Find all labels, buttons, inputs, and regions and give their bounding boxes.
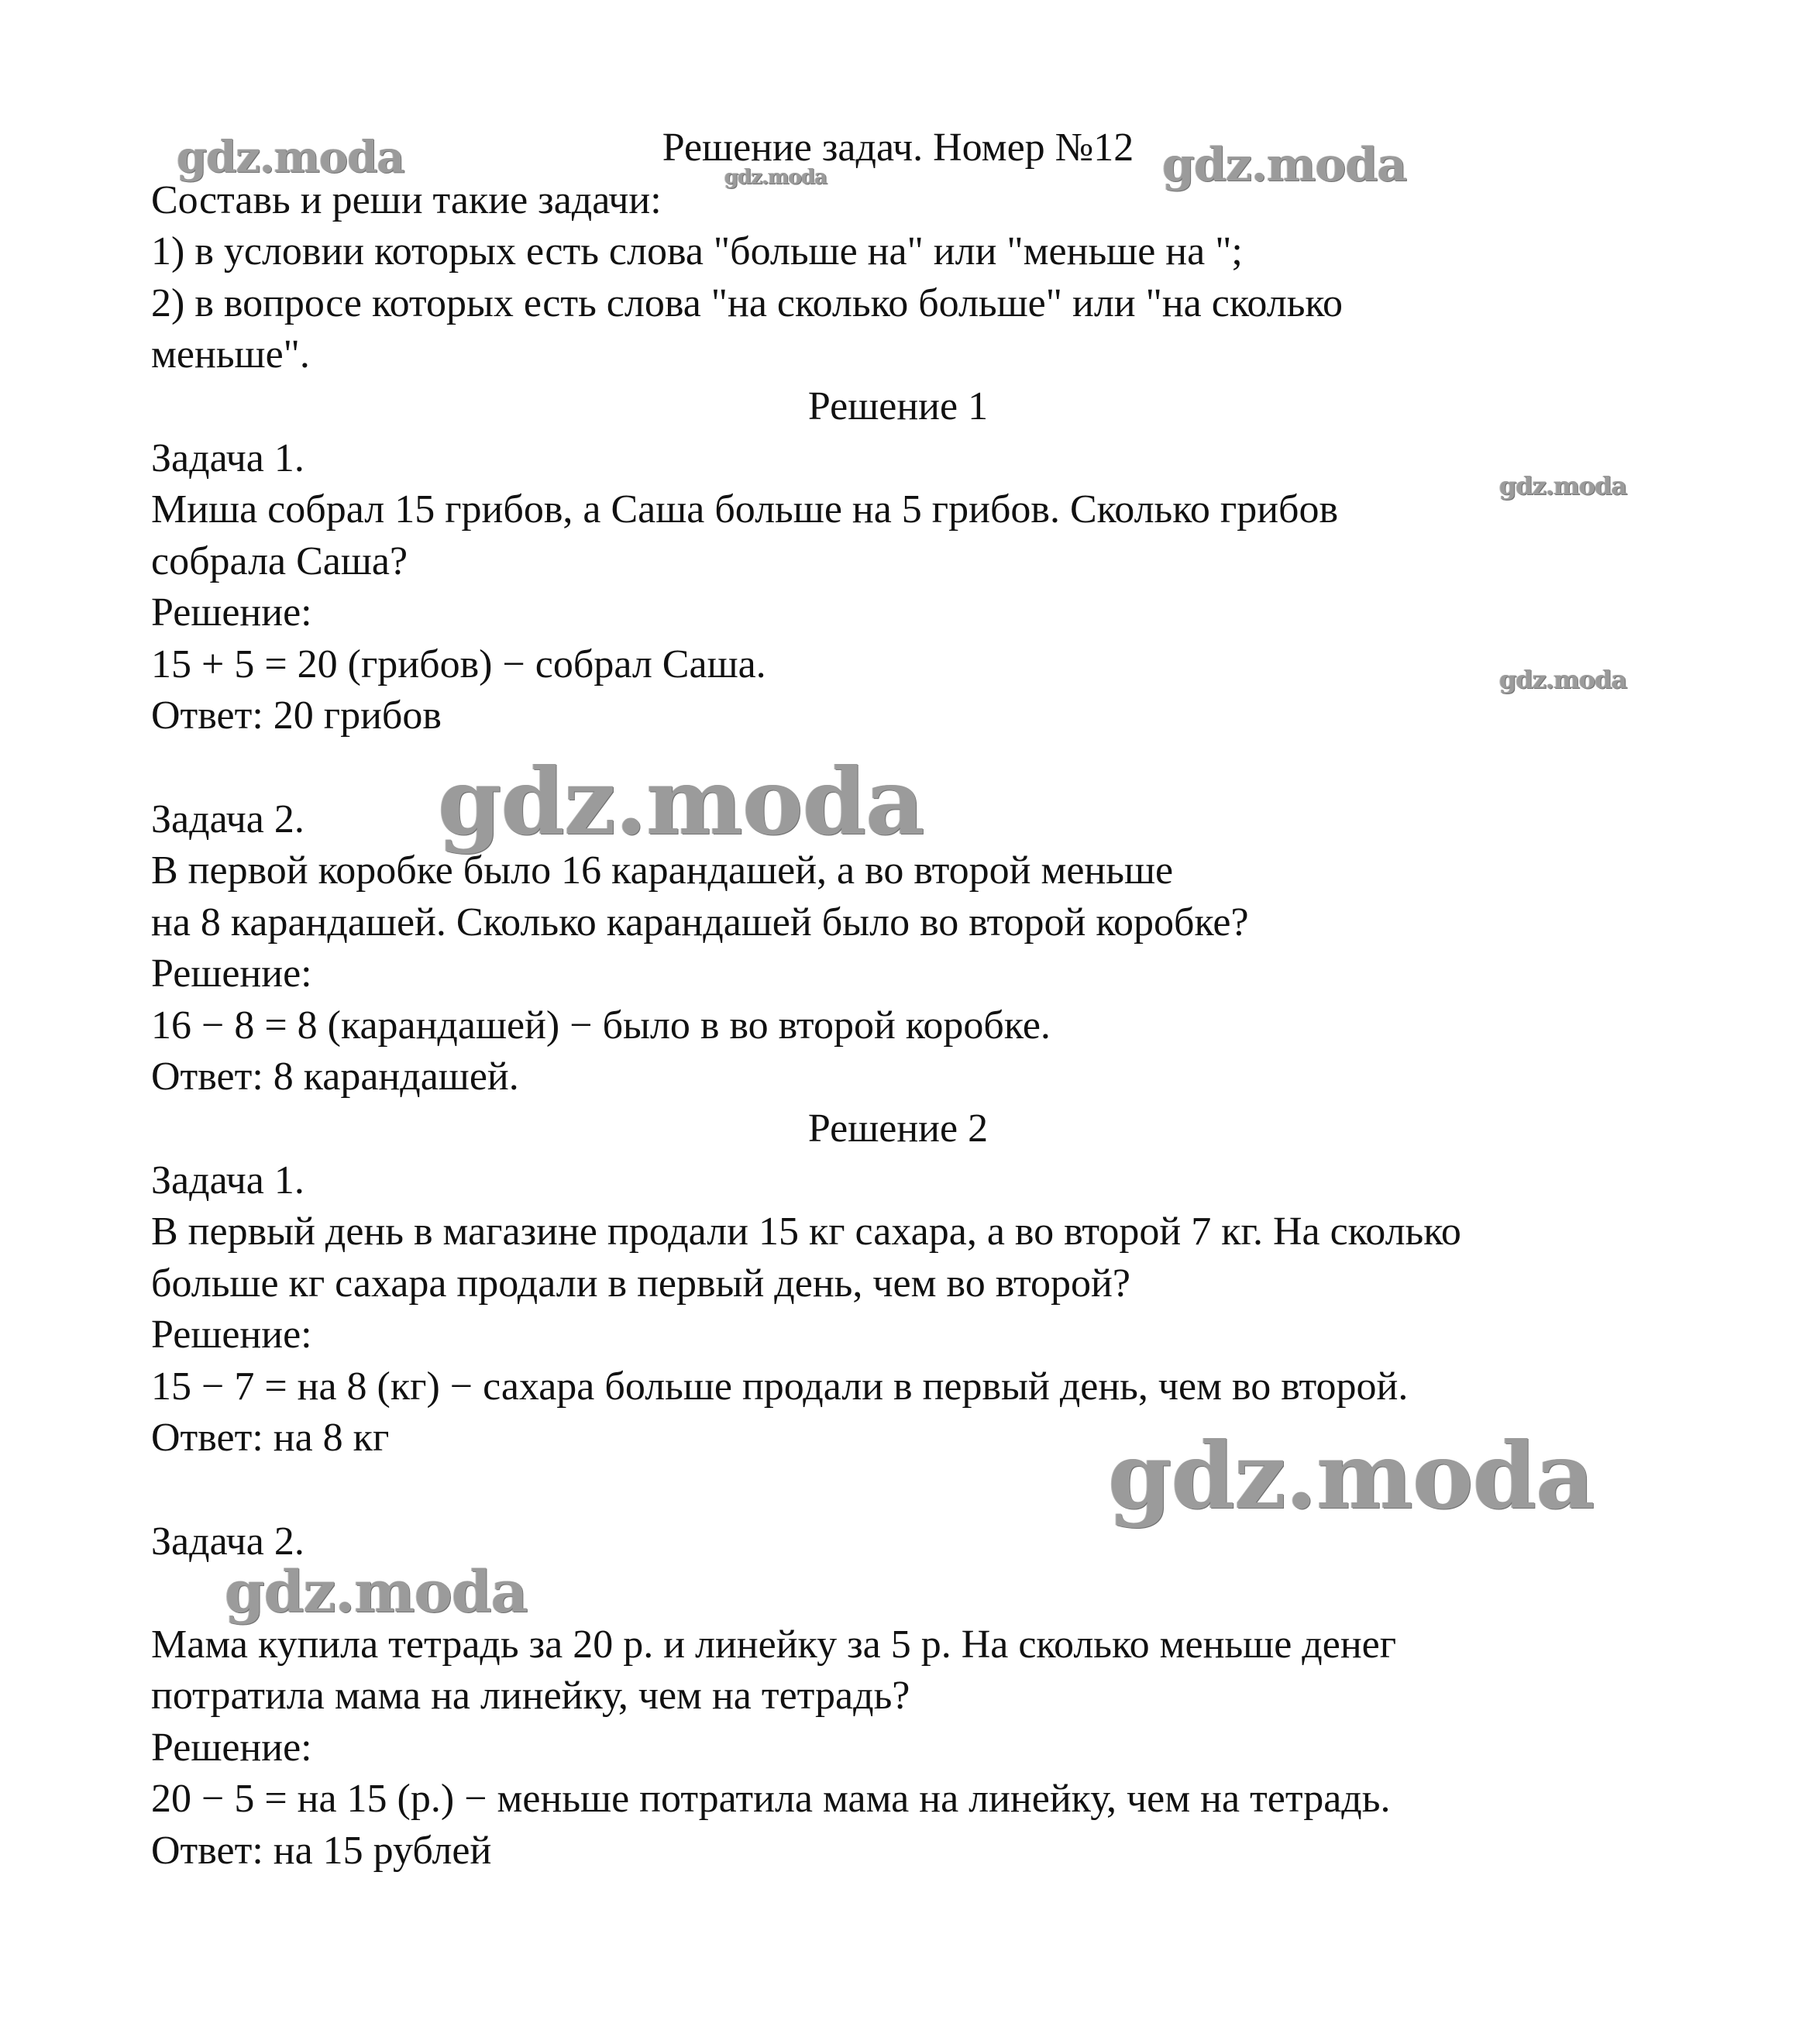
task-text: Мама купила тетрадь за 20 р. и линейку за 5 р. На сколько меньше денег xyxy=(151,1622,1397,1667)
task-label: Задача 1. xyxy=(151,436,304,480)
watermark-logo: gdz.moda xyxy=(724,166,827,189)
task-text: на 8 карандашей. Сколько карандашей было во второй коробке? xyxy=(151,900,1249,945)
task-text: больше кг сахара продали в первый день, чем во второй? xyxy=(151,1261,1130,1306)
solution-label: Решение: xyxy=(151,951,312,996)
intro-line: 1) в условии которых есть слова "больше на" или "меньше на "; xyxy=(151,229,1243,274)
watermark-logo: gdz.moda xyxy=(1499,665,1627,694)
watermark-logo: gdz.moda xyxy=(1499,471,1627,501)
watermark-logo: gdz.moda xyxy=(225,1559,528,1626)
solution-label: Решение: xyxy=(151,590,312,635)
answer: Ответ: на 15 рублей xyxy=(151,1829,492,1873)
task-text: В первой коробке было 16 карандашей, а во второй меньше xyxy=(151,848,1174,893)
calculation: 20 − 5 = на 15 (р.) − меньше потратила мама на линейку, чем на тетрадь. xyxy=(151,1777,1391,1821)
answer: Ответ: 20 грибов xyxy=(151,693,442,738)
task-label: Задача 2. xyxy=(151,797,304,841)
intro-line: Составь и реши такие задачи: xyxy=(151,178,662,222)
solution1-heading: Решение 1 xyxy=(807,384,989,428)
watermark-logo: gdz.moda xyxy=(1162,138,1407,192)
calculation: 16 − 8 = 8 (карандашей) − было в во второй коробке. xyxy=(151,1003,1051,1048)
answer: Ответ: 8 карандашей. xyxy=(151,1055,519,1099)
task-text: потратила мама на линейку, чем на тетрадь? xyxy=(151,1674,910,1718)
task-text: Миша собрал 15 грибов, а Саша больше на 5 грибов. Сколько грибов xyxy=(151,487,1339,532)
task-label: Задача 1. xyxy=(151,1158,304,1203)
task-text: собрала Саша? xyxy=(151,539,408,583)
calculation: 15 + 5 = 20 (грибов) − собрал Саша. xyxy=(151,642,766,686)
intro-line: меньше". xyxy=(151,332,310,377)
task-label: Задача 2. xyxy=(151,1519,304,1564)
solution2-heading: Решение 2 xyxy=(807,1106,989,1151)
answer: Ответ: на 8 кг xyxy=(151,1416,390,1460)
watermark-logo: gdz.moda xyxy=(438,748,924,855)
task-text: В первый день в магазине продали 15 кг сахара, а во второй 7 кг. На сколько xyxy=(151,1210,1461,1254)
page-title: Решение задач. Номер №12 xyxy=(662,126,1134,170)
calculation: 15 − 7 = на 8 (кг) − сахара больше продали в первый день, чем во второй. xyxy=(151,1364,1409,1409)
intro-line: 2) в вопросе которых есть слова "на сколько больше" или "на сколько xyxy=(151,281,1344,325)
solution-label: Решение: xyxy=(151,1726,312,1770)
solution-label: Решение: xyxy=(151,1313,312,1357)
watermark-logo: gdz.moda xyxy=(1108,1422,1595,1530)
watermark-logo: gdz.moda xyxy=(177,132,404,183)
